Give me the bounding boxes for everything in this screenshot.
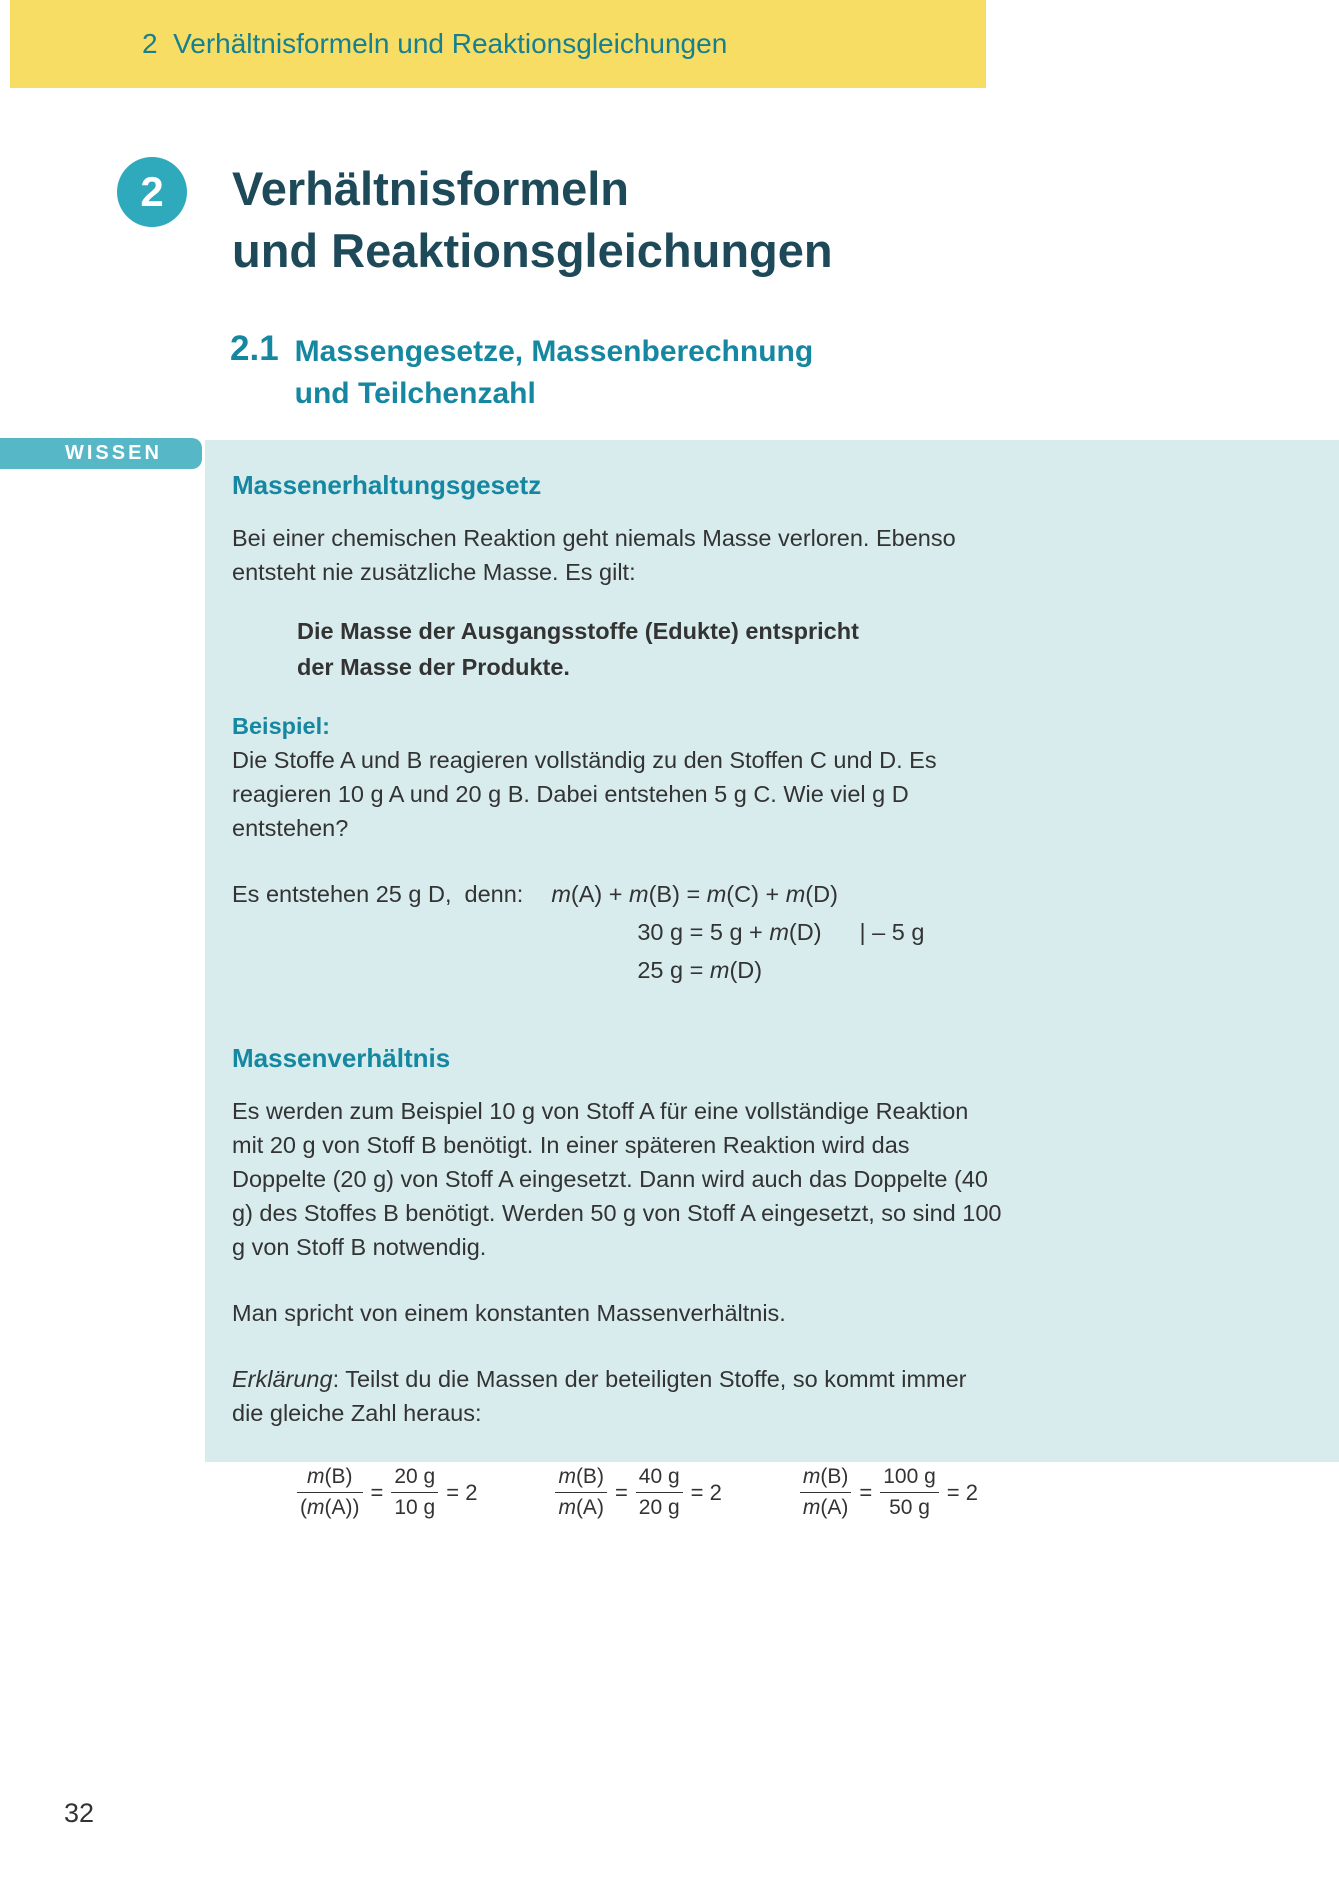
equals-sign: = (370, 1479, 384, 1505)
fraction-den-rest: (A) (575, 1496, 604, 1519)
section-number: 2.1 (230, 329, 279, 368)
fraction-denominator: 10 g (391, 1492, 438, 1521)
fraction-numerator: 20 g (394, 1465, 436, 1488)
explanation-paragraph (232, 1362, 1002, 1430)
math-m: m (629, 881, 649, 907)
math-m: m (551, 881, 571, 907)
value-fraction (636, 1464, 683, 1521)
fraction-den-rest: (A)) (324, 1496, 360, 1519)
eq1-part: (A) + (570, 881, 630, 907)
math-m: m (706, 881, 727, 907)
law-statement (297, 613, 1002, 685)
eq1-part: (D) (805, 881, 838, 907)
symbol-fraction (800, 1464, 852, 1521)
math-m: m (307, 1496, 325, 1519)
fraction-numerator (555, 1464, 607, 1492)
mass-equations (232, 875, 1002, 989)
fraction-denominator: 50 g (880, 1492, 939, 1521)
chapter-title-line2: und Reaktionsgleichungen (232, 224, 833, 277)
fraction-numerator: 100 g (883, 1465, 936, 1488)
mass-ratio-heading: Massenverhältnis (232, 1043, 451, 1073)
wissen-box-content (232, 470, 1002, 1521)
fraction-denominator: 20 g (636, 1492, 683, 1521)
value-fraction (391, 1464, 438, 1521)
fraction-num-rest: (B) (820, 1465, 849, 1488)
symbol-fraction (555, 1464, 607, 1521)
wissen-content-box (205, 440, 1339, 1519)
example-paragraph: Die Stoffe A und B reagieren vollständig zu den Stoffen C und D. Es reagieren 10 g A und 20 g B. Dabei entstehen 5 g C. Wie viel g D entstehen? (232, 747, 937, 841)
eq2-part: 30 g = 5 g + (637, 919, 770, 945)
law-intro-paragraph: Bei einer chemischen Reaktion geht niemals Masse verloren. Ebenso entsteht nie zusätzliche Masse. Es gilt: (232, 525, 956, 585)
fraction-denominator (800, 1492, 852, 1521)
section-title (295, 328, 814, 415)
value-fraction (880, 1464, 939, 1521)
fraction-numerator: 40 g (638, 1465, 680, 1488)
section-title-line2: und Teilchenzahl (294, 377, 536, 410)
explanation-rest: : Teilst du die Massen der beteiligten Stoffe, so kommt immer die gleiche Zahl heraus: (232, 1366, 967, 1426)
fraction-denominator (555, 1492, 607, 1521)
math-m: m (307, 1465, 325, 1488)
chapter-title (232, 158, 833, 282)
fraction-num-rest: (B) (324, 1465, 353, 1488)
running-head: 2 Verhältnisformeln und Reaktionsgleichungen (142, 28, 728, 59)
math-m: m (802, 1496, 821, 1519)
fraction-denominator (297, 1492, 363, 1521)
chapter-title-line1: Verhältnisformeln (232, 162, 629, 215)
math-m: m (769, 919, 789, 945)
eq2-part: (D) (788, 919, 822, 945)
equation-intro: Es entstehen 25 g D, denn: (232, 881, 524, 907)
chapter-header-bar (10, 0, 986, 88)
fraction-result: = 2 (690, 1479, 722, 1505)
symbol-fraction (297, 1464, 363, 1521)
example-label: Beispiel: (232, 713, 330, 739)
ratio-fraction-group (297, 1464, 477, 1521)
fraction-den-rest: (A) (820, 1496, 849, 1519)
mass-ratio-paragraph: Es werden zum Beispiel 10 g von Stoff A für eine vollständige Reaktion mit 20 g von Stoff B benötigt. In einer späteren Reaktion wird das Doppelte (20 g) von Stoff A eingesetzt. Dann wird auch das Doppelte (40 g) des Stoffes B benötigt. Werden 50 g von Stoff A eingesetzt, so sind 100 g von Stoff B notwendig. (232, 1098, 1002, 1260)
math-m: m (802, 1465, 821, 1488)
eq1-part: (C) + (726, 881, 786, 907)
fraction-numerator (297, 1464, 363, 1492)
page-number: 32 (64, 1798, 95, 1828)
fraction-den-pre: ( (300, 1496, 307, 1519)
law-statement-line2: der Masse der Produkte. (297, 654, 570, 680)
fraction-result: = 2 (946, 1479, 978, 1505)
fraction-num-rest: (B) (575, 1465, 604, 1488)
fraction-numerator (800, 1464, 852, 1492)
fraction-result: = 2 (446, 1479, 478, 1505)
equals-sign: = (614, 1479, 628, 1505)
constant-ratio-paragraph: Man spricht von einem konstanten Massenverhältnis. (232, 1300, 786, 1326)
equation-line2 (637, 919, 924, 945)
ratio-fraction-group (555, 1464, 721, 1521)
eq1-part: (B) = (648, 881, 707, 907)
math-m: m (709, 957, 730, 983)
math-m: m (558, 1496, 576, 1519)
section-title-line1: Massengesetze, Massenberechnung (294, 335, 814, 368)
math-m: m (558, 1465, 576, 1488)
math-m: m (785, 881, 806, 907)
section-heading (230, 328, 813, 415)
equals-sign: = (859, 1479, 873, 1505)
law-statement-line1: Die Masse der Ausgangsstoffe (Edukte) entspricht (297, 618, 859, 644)
equation-line1 (551, 881, 838, 907)
eq3-part: (D) (729, 957, 763, 983)
chapter-number-badge: 2 (117, 157, 187, 227)
wissen-tab: WISSEN (0, 438, 202, 469)
ratio-fraction-group (800, 1464, 978, 1521)
eq3-part: 25 g = (637, 957, 710, 983)
law-heading: Massenerhaltungsgesetz (232, 470, 542, 500)
equation-line3 (637, 957, 762, 983)
ratio-fractions-row (297, 1464, 1002, 1521)
eq2-subtraction-note: | – 5 g (859, 919, 925, 945)
equation-lines (551, 875, 924, 989)
explanation-word: Erklärung (232, 1366, 333, 1392)
